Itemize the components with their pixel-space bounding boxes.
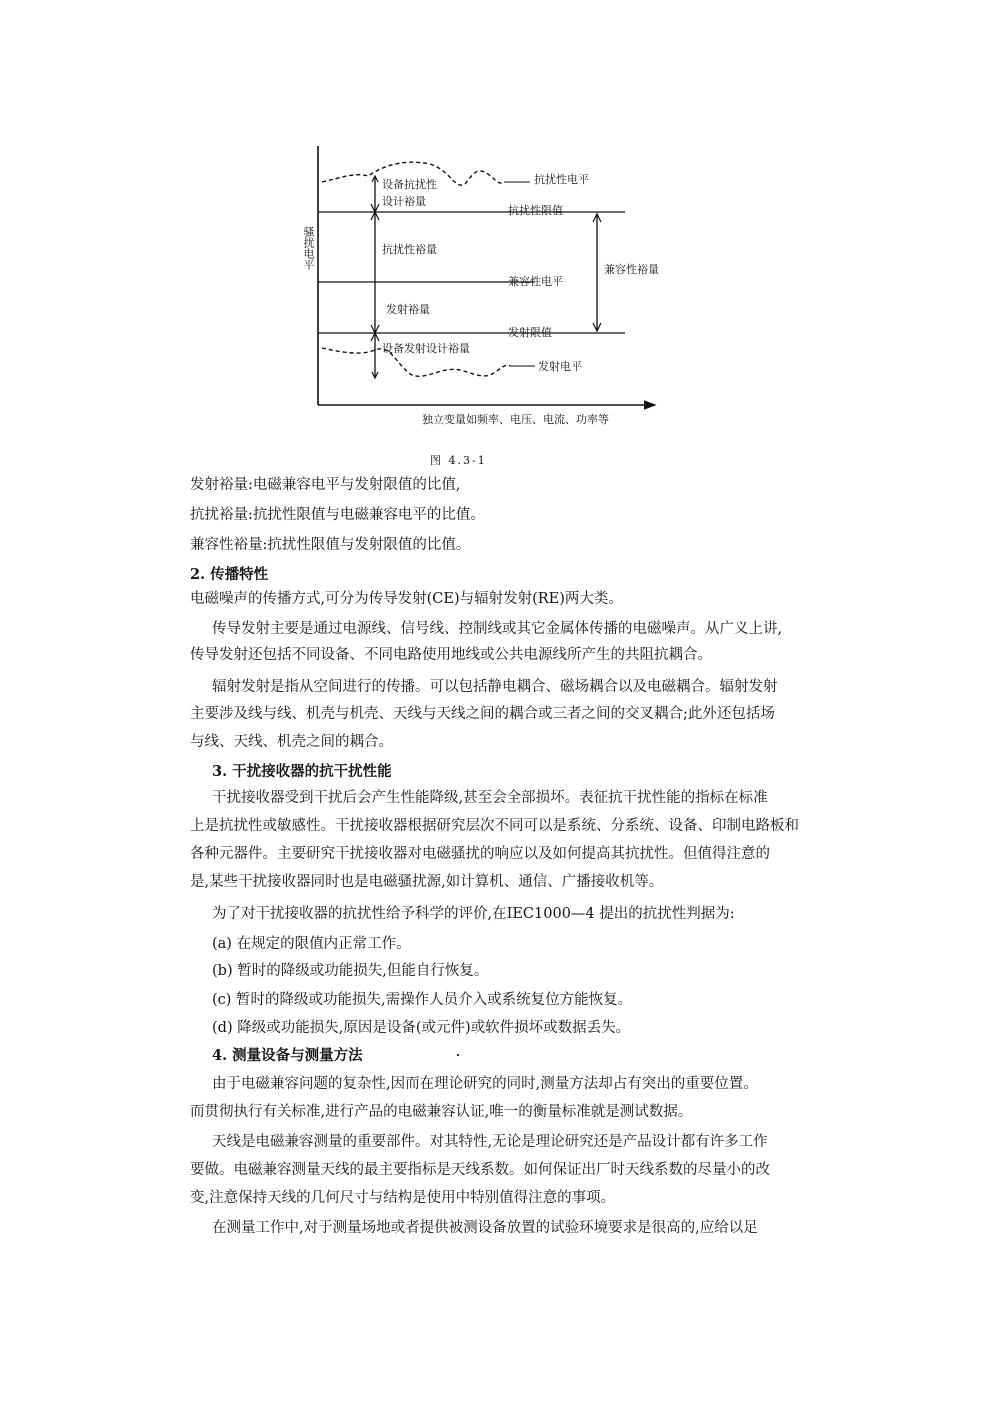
x-axis-label: 独立变量如频率、电压、电流、功率等 (422, 413, 609, 426)
paragraph-line: 主要涉及线与线、机壳与机壳、天线与天线之间的耦合或三者之间的交叉耦合;此外还包括场 (190, 706, 775, 722)
paragraph-line: 上是抗扰性或敏感性。干扰接收器根据研究层次不同可以是系统、分系统、设备、印制电路板和 (190, 818, 799, 834)
paragraph-line: 与线、天线、机壳之间的耦合。 (190, 734, 393, 750)
criterion-c: (c) 暂时的降级或功能损失,需操作人员介入或系统复位方能恢复。 (212, 992, 633, 1008)
definition-emission-margin: 发射裕量:电磁兼容电平与发射限值的比值, (190, 477, 461, 493)
paragraph-line: 传导发射还包括不同设备、不同电路使用地线或公共电源线所产生的共阻抗耦合。 (190, 647, 712, 663)
speck (457, 1054, 459, 1056)
emc-margin-diagram (300, 140, 660, 430)
emission-margin-label: 发射裕量 (386, 303, 430, 316)
paragraph-line: 要做。电磁兼容测量天线的最主要指标是天线系数。如何保证出厂时天线系数的尽量小的改 (190, 1162, 770, 1178)
emission-level-label: 发射电平 (538, 360, 582, 373)
paragraph-line: 电磁噪声的传播方式,可分为传导发射(CE)与辐射发射(RE)两大类。 (190, 591, 623, 607)
paragraph-line: 变,注意保持天线的几何尺寸与结构是使用中特别值得注意的事项。 (190, 1190, 616, 1206)
paragraph-line: 传导发射主要是通过电源线、信号线、控制线或其它金属体传播的电磁噪声。从广义上讲, (212, 621, 783, 637)
definition-compat-margin: 兼容性裕量:抗扰性限值与发射限值的比值。 (190, 537, 471, 553)
immunity-design-margin-label-2: 设计裕量 (382, 195, 426, 208)
compat-level-label: 兼容性电平 (508, 275, 563, 288)
emission-limit-label: 发射限值 (508, 326, 552, 339)
immunity-level-label: 抗扰性电平 (534, 173, 589, 186)
criterion-b: (b) 暂时的降级或功能损失,但能自行恢复。 (212, 963, 489, 979)
criterion-a: (a) 在规定的限值内正常工作。 (212, 936, 411, 952)
figure-caption: 图 4.3-1 (430, 454, 487, 467)
section-heading-4: 4. 测量设备与测量方法 (212, 1047, 363, 1064)
compat-margin-label: 兼容性裕量 (604, 263, 659, 276)
paragraph-line: 为了对干扰接收器的抗扰性给予科学的评价,在IEC1000—4 提出的抗扰性判据为: (212, 906, 735, 922)
definition-immunity-margin: 抗扰裕量:抗扰性限值与电磁兼容电平的比值。 (190, 507, 485, 523)
paragraph-line: 由于电磁兼容问题的复杂性,因而在理论研究的同时,测量方法却占有突出的重要位置。 (212, 1076, 758, 1092)
paragraph-line: 天线是电磁兼容测量的重要部件。对其特性,无论是理论研究还是产品设计都有许多工作 (212, 1134, 768, 1150)
emission-design-margin-label: 设备发射设计裕量 (382, 342, 470, 355)
diagram-lines (300, 140, 660, 430)
section-heading-2: 2. 传播特性 (190, 566, 269, 583)
paragraph-line: 是,某些干扰接收器同时也是电磁骚扰源,如计算机、通信、广播接收机等。 (190, 874, 664, 890)
paragraph-line: 干扰接收器受到干扰后会产生性能降级,甚至会全部损坏。表征抗干扰性能的指标在标准 (212, 790, 768, 806)
immunity-design-margin-label-1: 设备抗扰性 (382, 178, 437, 191)
paragraph-line: 在测量工作中,对于测量场地或者提供被测设备放置的试验环境要求是很高的,应给以足 (212, 1220, 758, 1236)
immunity-margin-label: 抗扰性裕量 (382, 243, 437, 256)
section-heading-3: 3. 干扰接收器的抗干扰性能 (212, 763, 392, 780)
criterion-d: (d) 降级或功能损失,原因是设备(或元件)或软件损坏或数据丢失。 (212, 1020, 631, 1036)
immunity-limit-label: 抗扰性限值 (508, 204, 563, 217)
paragraph-line: 而贯彻执行有关标准,进行产品的电磁兼容认证,唯一的衡量标准就是测试数据。 (190, 1104, 693, 1120)
paragraph-line: 各种元器件。主要研究干扰接收器对电磁骚扰的响应以及如何提高其抗扰性。但值得注意的 (190, 846, 770, 862)
paragraph-line: 辐射发射是指从空间进行的传播。可以包括静电耦合、磁场耦合以及电磁耦合。辐射发射 (212, 679, 778, 695)
y-axis-label: 骚扰电平 (302, 226, 315, 270)
